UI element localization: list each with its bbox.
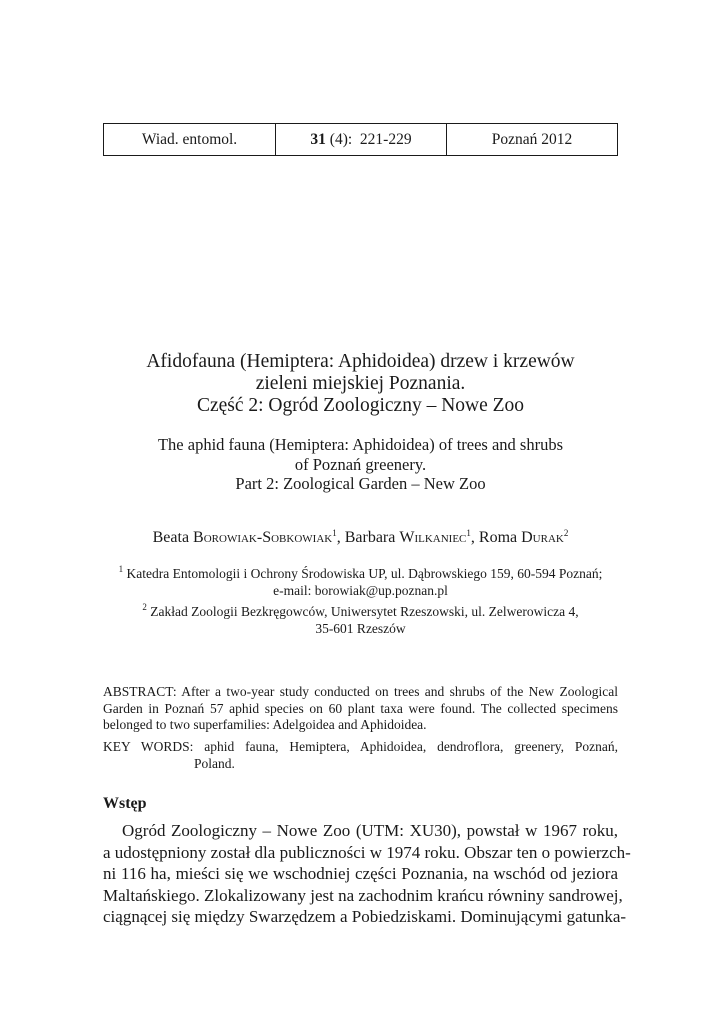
citation-header-box xyxy=(103,123,618,156)
body-line: Maltańskiego. Zlokalizowany jest na zachodnim krańcu równiny sandrowej, xyxy=(103,885,623,905)
affiliation-marker: 1 xyxy=(332,528,337,538)
author-first-name: Barbara xyxy=(344,529,400,546)
volume-issue-pages xyxy=(275,124,446,155)
title-polish-line: Afidofauna (Hemiptera: Aphidoidea) drzew i krzewów xyxy=(146,351,575,372)
title-polish xyxy=(0,351,721,417)
affiliation-2 xyxy=(0,603,721,637)
author-separator: , xyxy=(470,529,479,546)
author-last-name: Wilkaniec xyxy=(399,529,467,546)
title-english-line: The aphid fauna (Hemiptera: Aphidoidea) of trees and shrubs xyxy=(157,435,564,454)
affiliation-line: 35-601 Rzeszów xyxy=(315,621,406,636)
journal-name: Wiad. entomol. xyxy=(141,130,238,148)
body-paragraph xyxy=(103,820,631,928)
affiliation-1 xyxy=(0,565,721,599)
key-words xyxy=(103,739,618,772)
affiliation-number: 1 xyxy=(118,564,124,574)
author-first-name: Beata xyxy=(152,529,194,546)
author-separator: , xyxy=(336,529,345,546)
affiliation-number: 2 xyxy=(142,602,147,612)
affiliation-marker: 1 xyxy=(466,528,471,538)
title-polish-line: Część 2: Ogród Zoologiczny – Nowe Zoo xyxy=(196,395,525,416)
title-english xyxy=(0,435,721,494)
abstract: ABSTRACT: After a two-year study conducted on trees and shrubs of the New Zoological Garden in Poznań 57 aphid species on 60 plant taxa were found. The collected specimens belonged to two superfamilies: Adelgoidea and Aphidoidea. xyxy=(103,684,618,732)
author-last-name: Borowiak-Sobkowiak xyxy=(193,529,333,546)
title-polish-line: zieleni miejskiej Poznania. xyxy=(255,373,466,394)
author-last-name: Durak xyxy=(521,529,564,546)
issue-pages: (4): 221-229 xyxy=(325,130,412,148)
place-year: Poznań 2012 xyxy=(446,124,617,155)
affiliation-marker: 2 xyxy=(563,528,569,538)
body-line: Ogród Zoologiczny – Nowe Zoo (UTM: XU30), powstał w 1967 roku, xyxy=(122,821,618,840)
author-list xyxy=(0,528,721,548)
affiliation-line: Katedra Entomologii i Ochrony Środowiska UP, ul. Dąbrowskiego 159, 60-594 Poznań; xyxy=(126,566,603,581)
section-heading: Wstęp xyxy=(103,795,147,812)
title-english-line: Part 2: Zoological Garden – New Zoo xyxy=(235,474,486,493)
key-words-line: KEY WORDS: aphid fauna, Hemiptera, Aphidoidea, dendroflora, greenery, Poznań, xyxy=(103,739,618,754)
key-words-line: Poland. xyxy=(194,755,235,771)
body-line: ciągnącej się między Swarzędzem a Pobiedziskami. Dominującymi gatunka- xyxy=(103,907,627,926)
affiliation-line: Zakład Zoologii Bezkręgowców, Uniwersytet Rzeszowski, ul. Zelwerowicza 4, xyxy=(150,604,579,619)
body-line: a udostępniony został dla publiczności w 1974 roku. Obszar ten o powierzch- xyxy=(103,842,631,862)
author-first-name: Roma xyxy=(478,529,522,546)
body-line: ni 116 ha, mieści się we wschodniej części Poznania, na wschód od jeziora xyxy=(103,864,618,883)
title-english-line: of Poznań greenery. xyxy=(294,454,427,474)
volume-number: 31 xyxy=(310,130,326,148)
affiliation-email: e-mail: borowiak@up.poznan.pl xyxy=(273,583,448,598)
